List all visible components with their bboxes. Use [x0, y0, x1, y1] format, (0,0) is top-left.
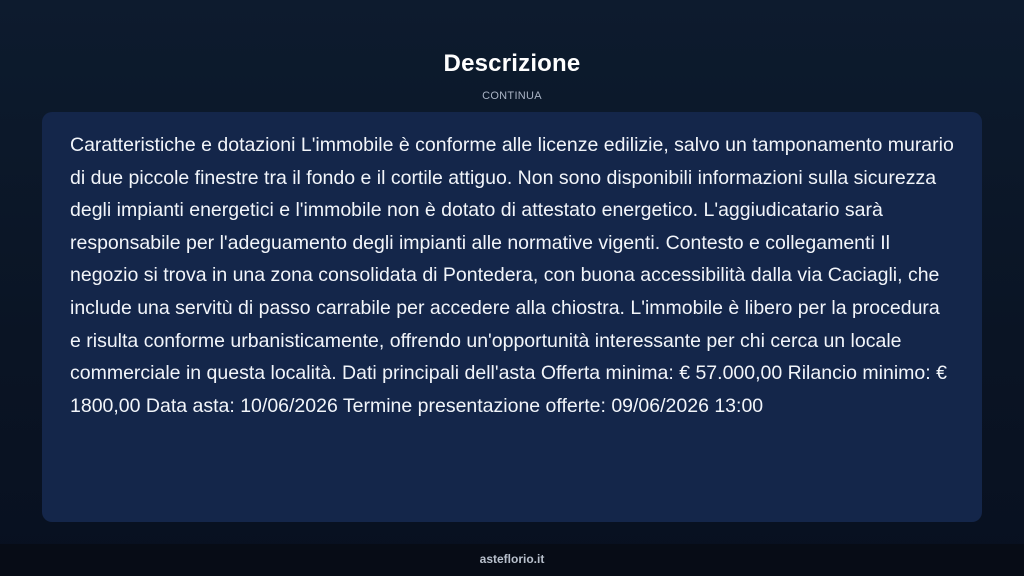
description-card: [42, 112, 982, 522]
footer: [0, 544, 1024, 576]
page-title: Descrizione: [443, 50, 581, 77]
description-text: Caratteristiche e dotazioni L'immobile è conforme alle licenze edilizie, salvo un tamponamento murario di due piccole finestre tra il fondo e il cortile attiguo. Non sono disponibili informazioni sulla sicurezza degli impianti energetici e l'immobile non è dotato di attestato energetico. L'aggiudicatario sarà responsabile per l'adeguamento degli impianti alle normative vigenti. Contesto e collegamenti Il negozio si trova in una zona consolidata di Pontedera, con buona accessibilità dalla via Caciagli, che include una servitù di passo carrabile per accedere alla chiostra. L'immobile è libero per la procedura e risulta conforme urbanisticamente, offrendo un'opportunità interessante per chi cerca un locale commerciale in questa località. Dati principali dell'asta Offerta minima: € 57.000,00 Rilancio minimo: € 1800,00 Data asta: 10/06/2026 Termine presentazione offerte: 09/06/2026 13:00: [70, 134, 954, 417]
footer-domain: asteflorio.it: [479, 552, 545, 566]
page-subtitle: CONTINUA: [482, 90, 542, 102]
